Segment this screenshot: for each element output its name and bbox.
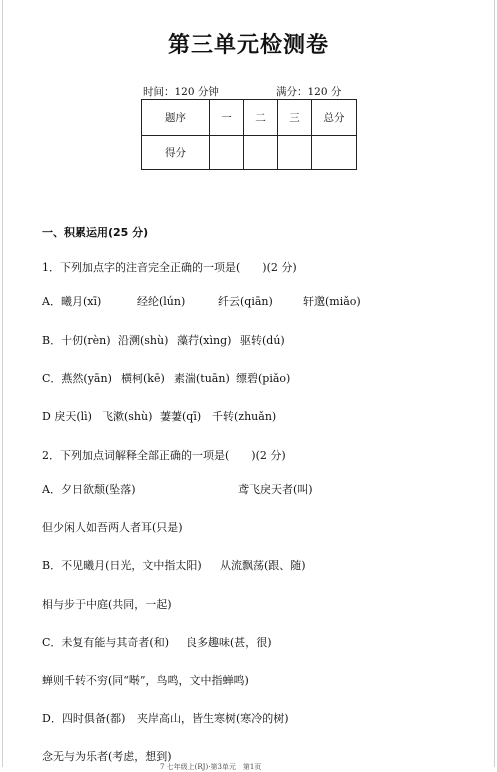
q1-option-d-item: 飞漱(shù) <box>102 410 153 423</box>
page-title: 第三单元检测卷 <box>167 33 329 58</box>
score-table-header: 二 <box>244 100 278 136</box>
score-table-header: 总分 <box>312 100 357 136</box>
score-table <box>141 99 357 170</box>
q1-option-c-item: 素湍(tuān) <box>174 372 230 385</box>
q1-option-d-item: D 戾天(lì) <box>42 410 92 423</box>
q1-option-c-item: 缥碧(piǎo) <box>236 372 291 385</box>
score-cell[interactable] <box>312 136 357 170</box>
q1-option-b-item: 驱转(dú) <box>240 334 285 347</box>
section-heading: 一、积累运用(25 分) <box>42 226 149 239</box>
q2-line: 从流飘荡(跟、随) <box>220 559 306 572</box>
q1-option-a-item: 经纶(lún) <box>137 295 186 308</box>
q1-option-b-item: 藻荇(xìng) <box>177 334 232 347</box>
score-table-header: 三 <box>278 100 312 136</box>
q2-line: 夹岸高山，皆生寒树(寒冷的树) <box>137 712 289 725</box>
q1-option-c-item: C．燕然(yān) <box>42 372 112 385</box>
score-info: 满分：120 分 <box>276 86 342 98</box>
time-info: 时间：120 分钟 <box>143 86 219 98</box>
score-table-header: 题序 <box>142 100 210 136</box>
question-1-stem: 1．下列加点字的注音完全正确的一项是( )(2 分) <box>42 261 297 274</box>
score-cell[interactable] <box>244 136 278 170</box>
q2-line: 鸢飞戾天者(叫) <box>238 483 313 496</box>
score-row-label: 得分 <box>142 136 210 170</box>
q1-option-d-item: 萋萋(qī) <box>160 410 202 423</box>
q1-option-a-item: A．曦月(xī) <box>42 295 102 308</box>
q2-line: 但少闲人如吾两人者耳(只是) <box>42 521 183 534</box>
page-footer: 7 七年级上(RJ)·第3单元 第1页 <box>160 763 262 771</box>
q2-line: 相与步于中庭(共同，一起) <box>42 598 172 611</box>
q2-line: B．不见曦月(日光，文中指太阳) <box>42 559 202 572</box>
score-cell[interactable] <box>210 136 244 170</box>
q1-option-a-item: 纤云(qiān) <box>218 295 273 308</box>
q2-line: D．四时俱备(都) <box>42 712 126 725</box>
q2-line: 蝉则千转不穷(同“啭”，鸟鸣，文中指蝉鸣) <box>42 674 249 687</box>
q1-option-b-item: B．十仞(rèn) <box>42 334 111 347</box>
question-2-stem: 2．下列加点词解释全部正确的一项是( )(2 分) <box>42 449 286 462</box>
score-cell[interactable] <box>278 136 312 170</box>
score-table-header: 一 <box>210 100 244 136</box>
q1-option-c-item: 横柯(kē) <box>121 372 165 385</box>
q2-line: 念无与为乐者(考虑，想到) <box>42 750 172 763</box>
q2-line: C．未复有能与其奇者(和) <box>42 636 169 649</box>
q2-line: 良多趣味(甚，很) <box>186 636 272 649</box>
q1-option-b-item: 沿溯(shù) <box>118 334 169 347</box>
q2-line: A．夕日欲颓(坠落) <box>42 483 136 496</box>
page-edge-left <box>2 0 3 767</box>
q1-option-a-item: 轩邈(miǎo) <box>303 295 361 308</box>
q1-option-d-item: 千转(zhuǎn) <box>212 410 277 423</box>
page-edge-right <box>494 0 495 767</box>
